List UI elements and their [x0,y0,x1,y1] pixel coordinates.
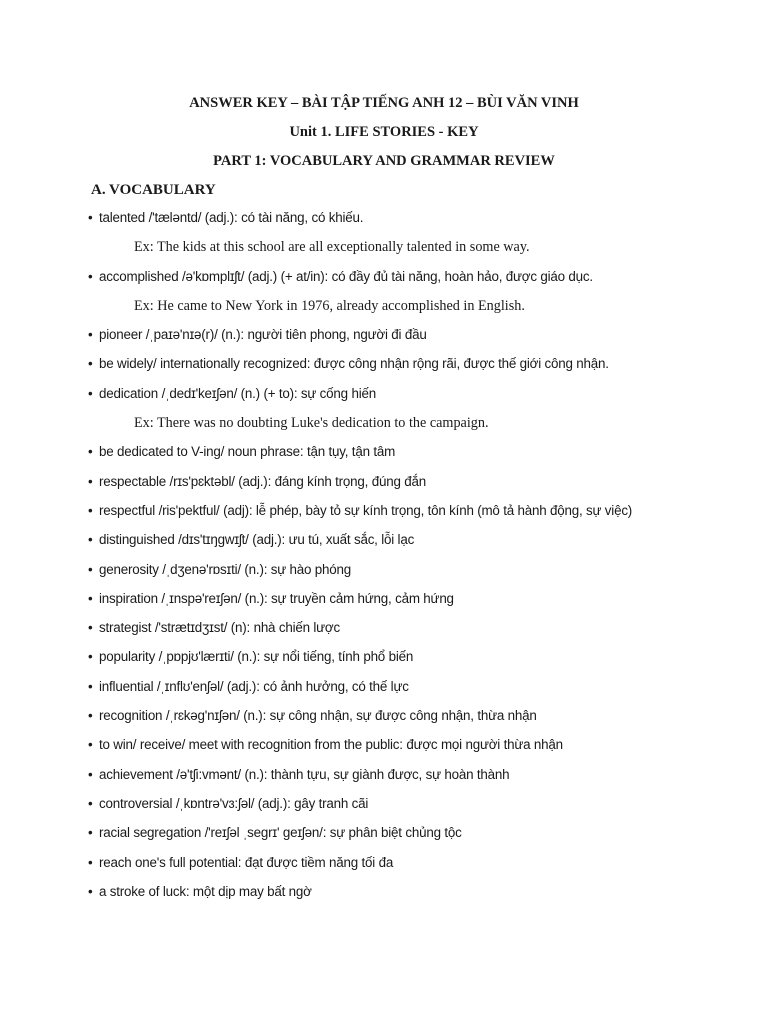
vocabulary-entry [88,443,748,472]
vocabulary-entry [88,736,748,765]
bullet-icon: • [88,590,93,606]
vocabulary-entry [88,473,748,502]
example-sentence [88,238,748,267]
bullet-icon: • [88,327,93,343]
entry-text: talented /'tæləntd/ (adj.): có tài năng, có khiếu. [99,210,364,225]
bullet-icon: • [88,473,93,489]
bullet-icon: • [88,532,93,548]
example-sentence [88,297,748,326]
entry-text: racial segregation /'reɪʃəl ˌsegrɪ' geɪʃən/: sự phân biệt chủng tộc [99,825,462,841]
entry-text: accomplished /ə'kɒmplɪʃt/ (adj.) (+ at/in): có đầy đủ tài năng, hoàn hảo, được giáo dục. [99,268,593,284]
bullet-icon: • [88,737,93,753]
entry-text: popularity /ˌpɒpjʊ'lærɪti/ (n.): sự nổi tiếng, tính phổ biến [99,649,414,665]
bullet-icon: • [88,268,93,284]
entry-text: dedication /ˌdedɪ'keɪʃən/ (n.) (+ to): sự cống hiến [99,385,376,401]
bullet-icon: • [88,385,93,401]
example-text: Ex: He came to New York in 1976, already accomplished in English. [134,297,525,314]
bullet-icon: • [88,356,93,372]
unit-title: Unit 1. LIFE STORIES - KEY [289,124,479,140]
example-text: Ex: There was no doubting Luke's dedication to the campaign. [134,415,489,432]
entry-text: to win/ receive/ meet with recognition from the public: được mọi người thừa nhận [99,737,563,753]
vocabulary-entry [88,326,748,355]
entry-text: respectable /rɪs'pɛktəbl/ (adj.): đáng kính trọng, đúng đắn [99,473,426,489]
vocabulary-entry [88,854,748,883]
entry-text: respectful /ris'pektful/ (adj): lễ phép, bày tỏ sự kính trọng, tôn kính (mô tả hành động, sự việc) [99,502,633,518]
vocabulary-entry [88,824,748,853]
entry-text: a stroke of luck: một dịp may bất ngờ [99,883,312,899]
entry-text: inspiration /ˌɪnspə'reɪʃən/ (n.): sự truyền cảm hứng, cảm hứng [99,590,454,606]
entry-text: be dedicated to V-ing/ noun phrase: tận tụy, tận tâm [99,444,396,460]
vocabulary-entry [88,561,748,590]
entry-text: reach one's full potential: đạt được tiềm năng tối đa [99,854,394,870]
vocabulary-entry [88,707,748,736]
vocabulary-entry [88,209,748,238]
bullet-icon: • [88,649,93,665]
vocabulary-entry [88,355,748,384]
bullet-icon: • [88,854,93,870]
vocabulary-entry [88,385,748,414]
bullet-icon: • [88,766,93,782]
vocabulary-entry [88,795,748,824]
entry-text: achievement /ə'tʃi:vmənt/ (n.): thành tựu, sự giành được, sự hoàn thành [99,766,510,782]
example-sentence [88,414,748,443]
entry-text: recognition /ˌrɛkəg'nɪʃən/ (n.): sự công nhận, sự được công nhận, thừa nhận [99,708,537,724]
entry-text: strategist /'strætɪdʒɪst/ (n): nhà chiến lược [99,620,340,636]
bullet-icon: • [88,678,93,694]
vocabulary-list [88,209,748,912]
vocabulary-entry [88,883,748,912]
vocabulary-entry [88,766,748,795]
bullet-icon: • [88,883,93,899]
vocabulary-entry [88,590,748,619]
bullet-icon: • [88,825,93,841]
entry-text: pioneer /ˌpaɪə'nɪə(r)/ (n.): người tiên phong, người đi đầu [99,327,427,343]
vocabulary-entry [88,502,748,531]
vocabulary-entry [88,648,748,677]
entry-text: influential /ˌɪnflʊ'enʃəl/ (adj.): có ảnh hưởng, có thế lực [99,678,409,694]
bullet-icon: • [88,444,93,460]
example-text: Ex: The kids at this school are all exceptionally talented in some way. [134,239,530,256]
bullet-icon: • [88,561,93,577]
vocabulary-entry [88,531,748,560]
bullet-icon: • [88,210,93,225]
entry-text: be widely/ internationally recognized: được công nhận rộng rãi, được thế giới công nhận. [99,356,609,372]
entry-text: distinguished /dɪs'tɪŋgwɪʃt/ (adj.): ưu tú, xuất sắc, lỗi lạc [99,532,415,548]
part-title: PART 1: VOCABULARY AND GRAMMAR REVIEW [213,153,555,169]
bullet-icon: • [88,502,93,518]
vocabulary-entry [88,268,748,297]
section-title: A. VOCABULARY [91,182,216,198]
bullet-icon: • [88,620,93,636]
bullet-icon: • [88,708,93,724]
bullet-icon: • [88,795,93,811]
entry-text: controversial /ˌkɒntrə'vɜ:ʃəl/ (adj.): gây tranh cãi [99,795,369,811]
entry-text: generosity /ˌdʒenə'rɒsɪti/ (n.): sự hào phóng [99,561,352,577]
vocabulary-entry [88,678,748,707]
vocabulary-entry [88,619,748,648]
document-title: ANSWER KEY – BÀI TẬP TIẾNG ANH 12 – BÙI VĂN VINH [189,95,579,111]
